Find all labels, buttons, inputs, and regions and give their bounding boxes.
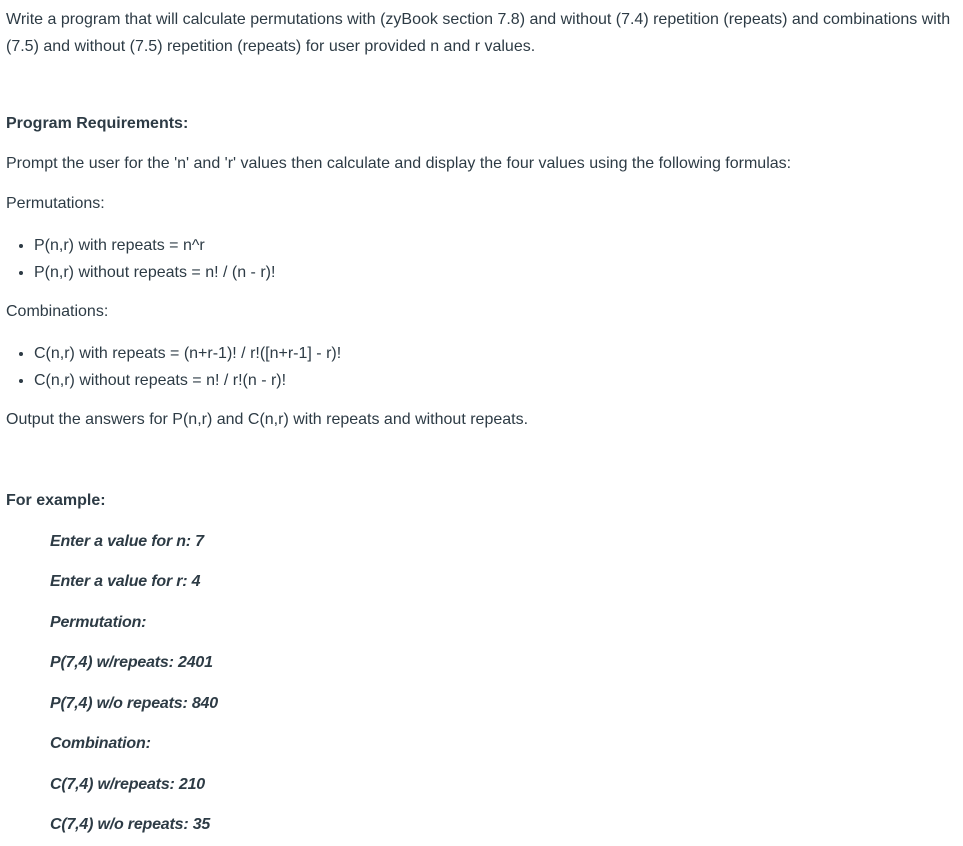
example-line-enter-r: Enter a value for r: 4 [50,573,201,590]
intro-paragraph: Write a program that will calculate permutations with (zyBook section 7.8) and without (7.4) repetition (repeats) and combinations with (7.5) and without (7.5) repetition (repeats) for user provided n and r values. [6,11,951,55]
assignment-content [6,0,956,833]
output-paragraph: Output the answers for P(n,r) and C(n,r) with repeats and without repeats. [6,411,529,428]
permutations-list [6,232,275,286]
example-heading: For example: [6,492,106,509]
combination-formula-without-repeats: • C(n,r) without repeats = n! / r!(n - r)! [34,367,341,394]
prompt-paragraph: Prompt the user for the 'n' and 'r' values then calculate and display the four values using the following formulas: [6,155,792,172]
example-line-combination-with-repeats: C(7,4) w/repeats: 210 [50,776,205,793]
permutation-formula-without-repeats: • P(n,r) without repeats = n! / (n - r)! [34,259,275,286]
example-line-permutation-label: Permutation: [50,614,147,631]
example-line-permutation-without-repeats: P(7,4) w/o repeats: 840 [50,695,218,712]
example-line-combination-without-repeats: C(7,4) w/o repeats: 35 [50,816,211,833]
combinations-list [6,340,341,394]
example-line-combination-label: Combination: [50,735,151,752]
permutations-heading: Permutations: [6,195,105,212]
permutation-formula-with-repeats: • P(n,r) with repeats = n^r [34,232,275,259]
requirements-heading: Program Requirements: [6,115,189,132]
example-line-permutation-with-repeats: P(7,4) w/repeats: 2401 [50,654,213,671]
combination-formula-with-repeats: • C(n,r) with repeats = (n+r-1)! / r!([n+r-1] - r)! [34,340,341,367]
example-line-enter-n: Enter a value for n: 7 [50,533,204,550]
combinations-heading: Combinations: [6,303,109,320]
